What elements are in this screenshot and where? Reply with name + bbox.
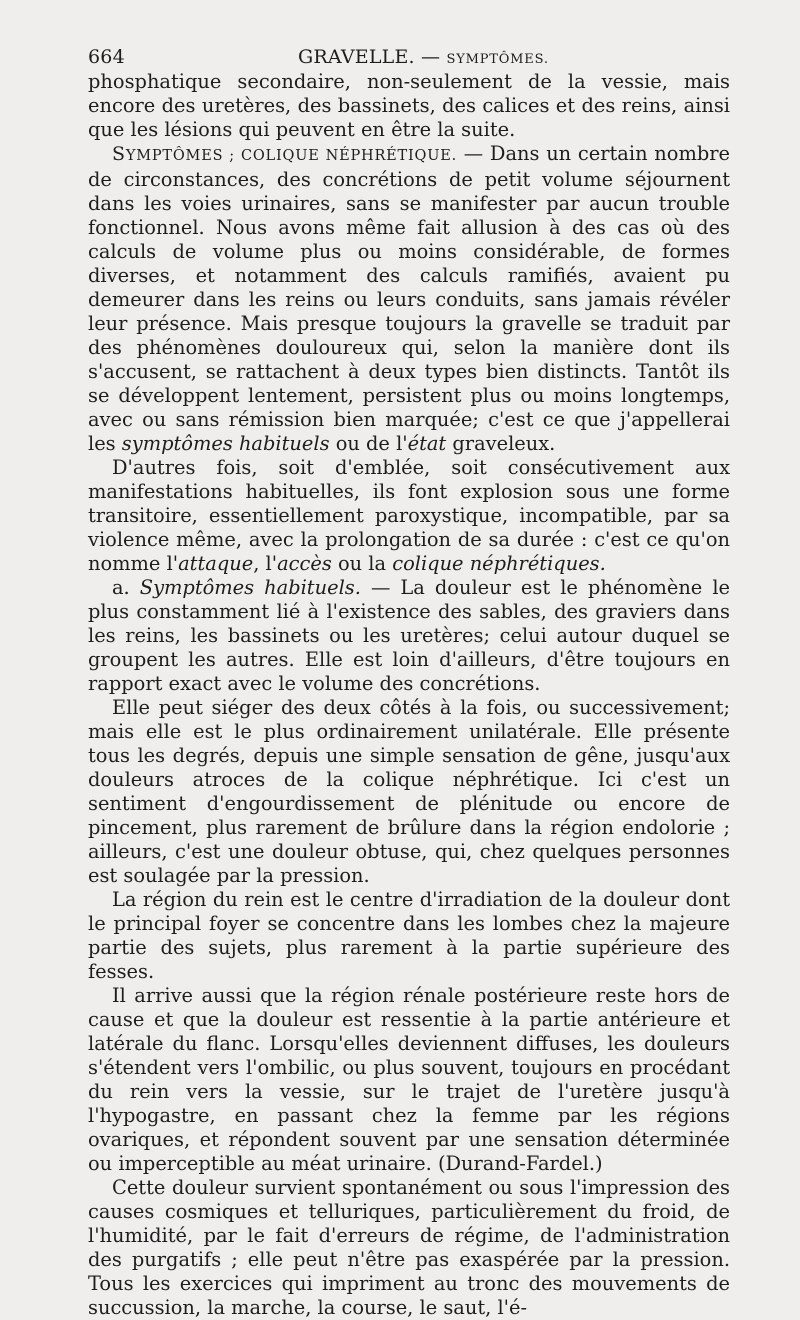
body-text [88,70,730,1320]
italic-term: accès [277,552,332,575]
italic-term: attaque [178,552,254,575]
running-title-main: GRAVELLE. [298,46,415,68]
paragraph-il-arrive: Il arrive aussi que la région rénale postérieure reste hors de cause et que la douleur est ressentie à la partie antérieure et latérale du flanc. Lorsqu'elles deviennent diffuses, les douleurs s'étendent vers l'ombilic, ou plus souvent, toujours en procédant du rein vers la vessie, sur le trajet de l'uretère jusqu'à l'hypogastre, en passant chez la femme par les régions ovariques, et répondent souvent par une sensation déterminée ou imperceptible au méat urinaire. (Durand-Fardel.) [88,984,730,1175]
running-header [88,42,730,70]
paragraph-text: — Dans un certain nombre de circonstances, des concrétions de petit volume séjournent dans les voies urinaires, sans se manifester par aucun trouble fonctionnel. Nous avons même fait allusion à des cas où des calculs de volume plus ou moins considérable, de formes diverses, et notamment des calculs ramifiés, avaient pu demeurer dans les reins ou leurs conduits, sans jamais révéler leur présence. Mais presque toujours la gravelle se traduit par des phénomènes douloureux qui, selon la manière dont ils s'accusent, se rattachent à deux types bien distincts. Tantôt ils se développent lentement, persistent plus ou moins longtemps, avec ou sans rémission bien marquée; c'est ce que j'appellerai les [88,142,730,455]
page-number: 664 [88,46,125,68]
paragraph-region-rein: La région du rein est le centre d'irradiation de la douleur dont le principal foyer se concentre dans les lombes chez la majeure partie des sujets, plus rarement à la partie supérieure des fesses. [88,888,730,983]
paragraph-autres-fois [88,456,730,576]
paragraph-text: graveleux. [446,432,556,455]
paragraph-symptomes-habituels [88,576,730,696]
section-heading [112,143,458,165]
italic-term: état [407,432,447,455]
running-title-section: SYMPTÔMES. [446,52,549,67]
paragraph-cette-douleur: Cette douleur survient spontanément ou sous l'impression des causes cosmiques et telluriques, particulièrement du froid, de l'humidité, par le fait d'erreurs de régime, de l'administration des purgatifs ; elle peut n'être pas exaspérée par la pression. Tous les exercices qui impriment au tronc des mouvements de succussion, la marche, la course, le saut, l'é- [88,1176,730,1319]
paragraph-sieger: Elle peut siéger des deux côtés à la fois, ou successivement; mais elle est le plus ordinairement unilatérale. Elle présente tous les degrés, depuis une simple sensation de gêne, jusqu'aux douleurs atroces de la colique néphrétique. Ici c'est un sentiment d'engourdissement de plénitude ou encore de pincement, plus rarement de brûlure dans la région endolorie ; ailleurs, c'est une douleur obtuse, qui, chez quelques personnes est soulagée par la pression. [88,696,730,887]
paragraph-text: ou de l' [329,432,408,455]
paragraph-continued: phosphatique secondaire, non-seulement de la vessie, mais encore des uretères, des bassinets, des calices et des reins, ainsi que les lésions qui peuvent en être la suite. [88,70,730,141]
paragraph-symptomes [88,142,730,456]
subsection-label: a. [112,576,140,599]
running-title-dash: — [421,46,441,68]
section-heading-initial: S [112,143,126,165]
paragraph-text: D'autres fois, soit d'emblée, soit consécutivement aux manifestations habituelles, ils font explosion sous une forme transitoire, essentiellement paroxystique, incompatible, par sa violence même, avec la prolongation de sa durée : c'est ce qu'on nomme l' [88,456,730,575]
running-title [298,46,549,68]
paragraph-text: — La douleur est le phénomène le plus constamment lié à l'existence des sables, des graviers dans les reins, les bassinets ou les uretères; celui autour duquel se groupent les autres. Elle est loin d'ailleurs, d'être toujours en rapport exact avec le volume des concrétions. [88,576,731,695]
paragraph-text: , l' [253,552,278,575]
paragraph-text: ou la [331,552,393,575]
subsection-heading: Symptômes habituels. [139,576,361,599]
italic-term: colique néphrétiques. [392,552,606,575]
section-heading-rest: YMPTÔMES ; COLIQUE NÉPHRÉTIQUE. [125,148,458,164]
italic-term: symptômes habituels [121,432,330,455]
